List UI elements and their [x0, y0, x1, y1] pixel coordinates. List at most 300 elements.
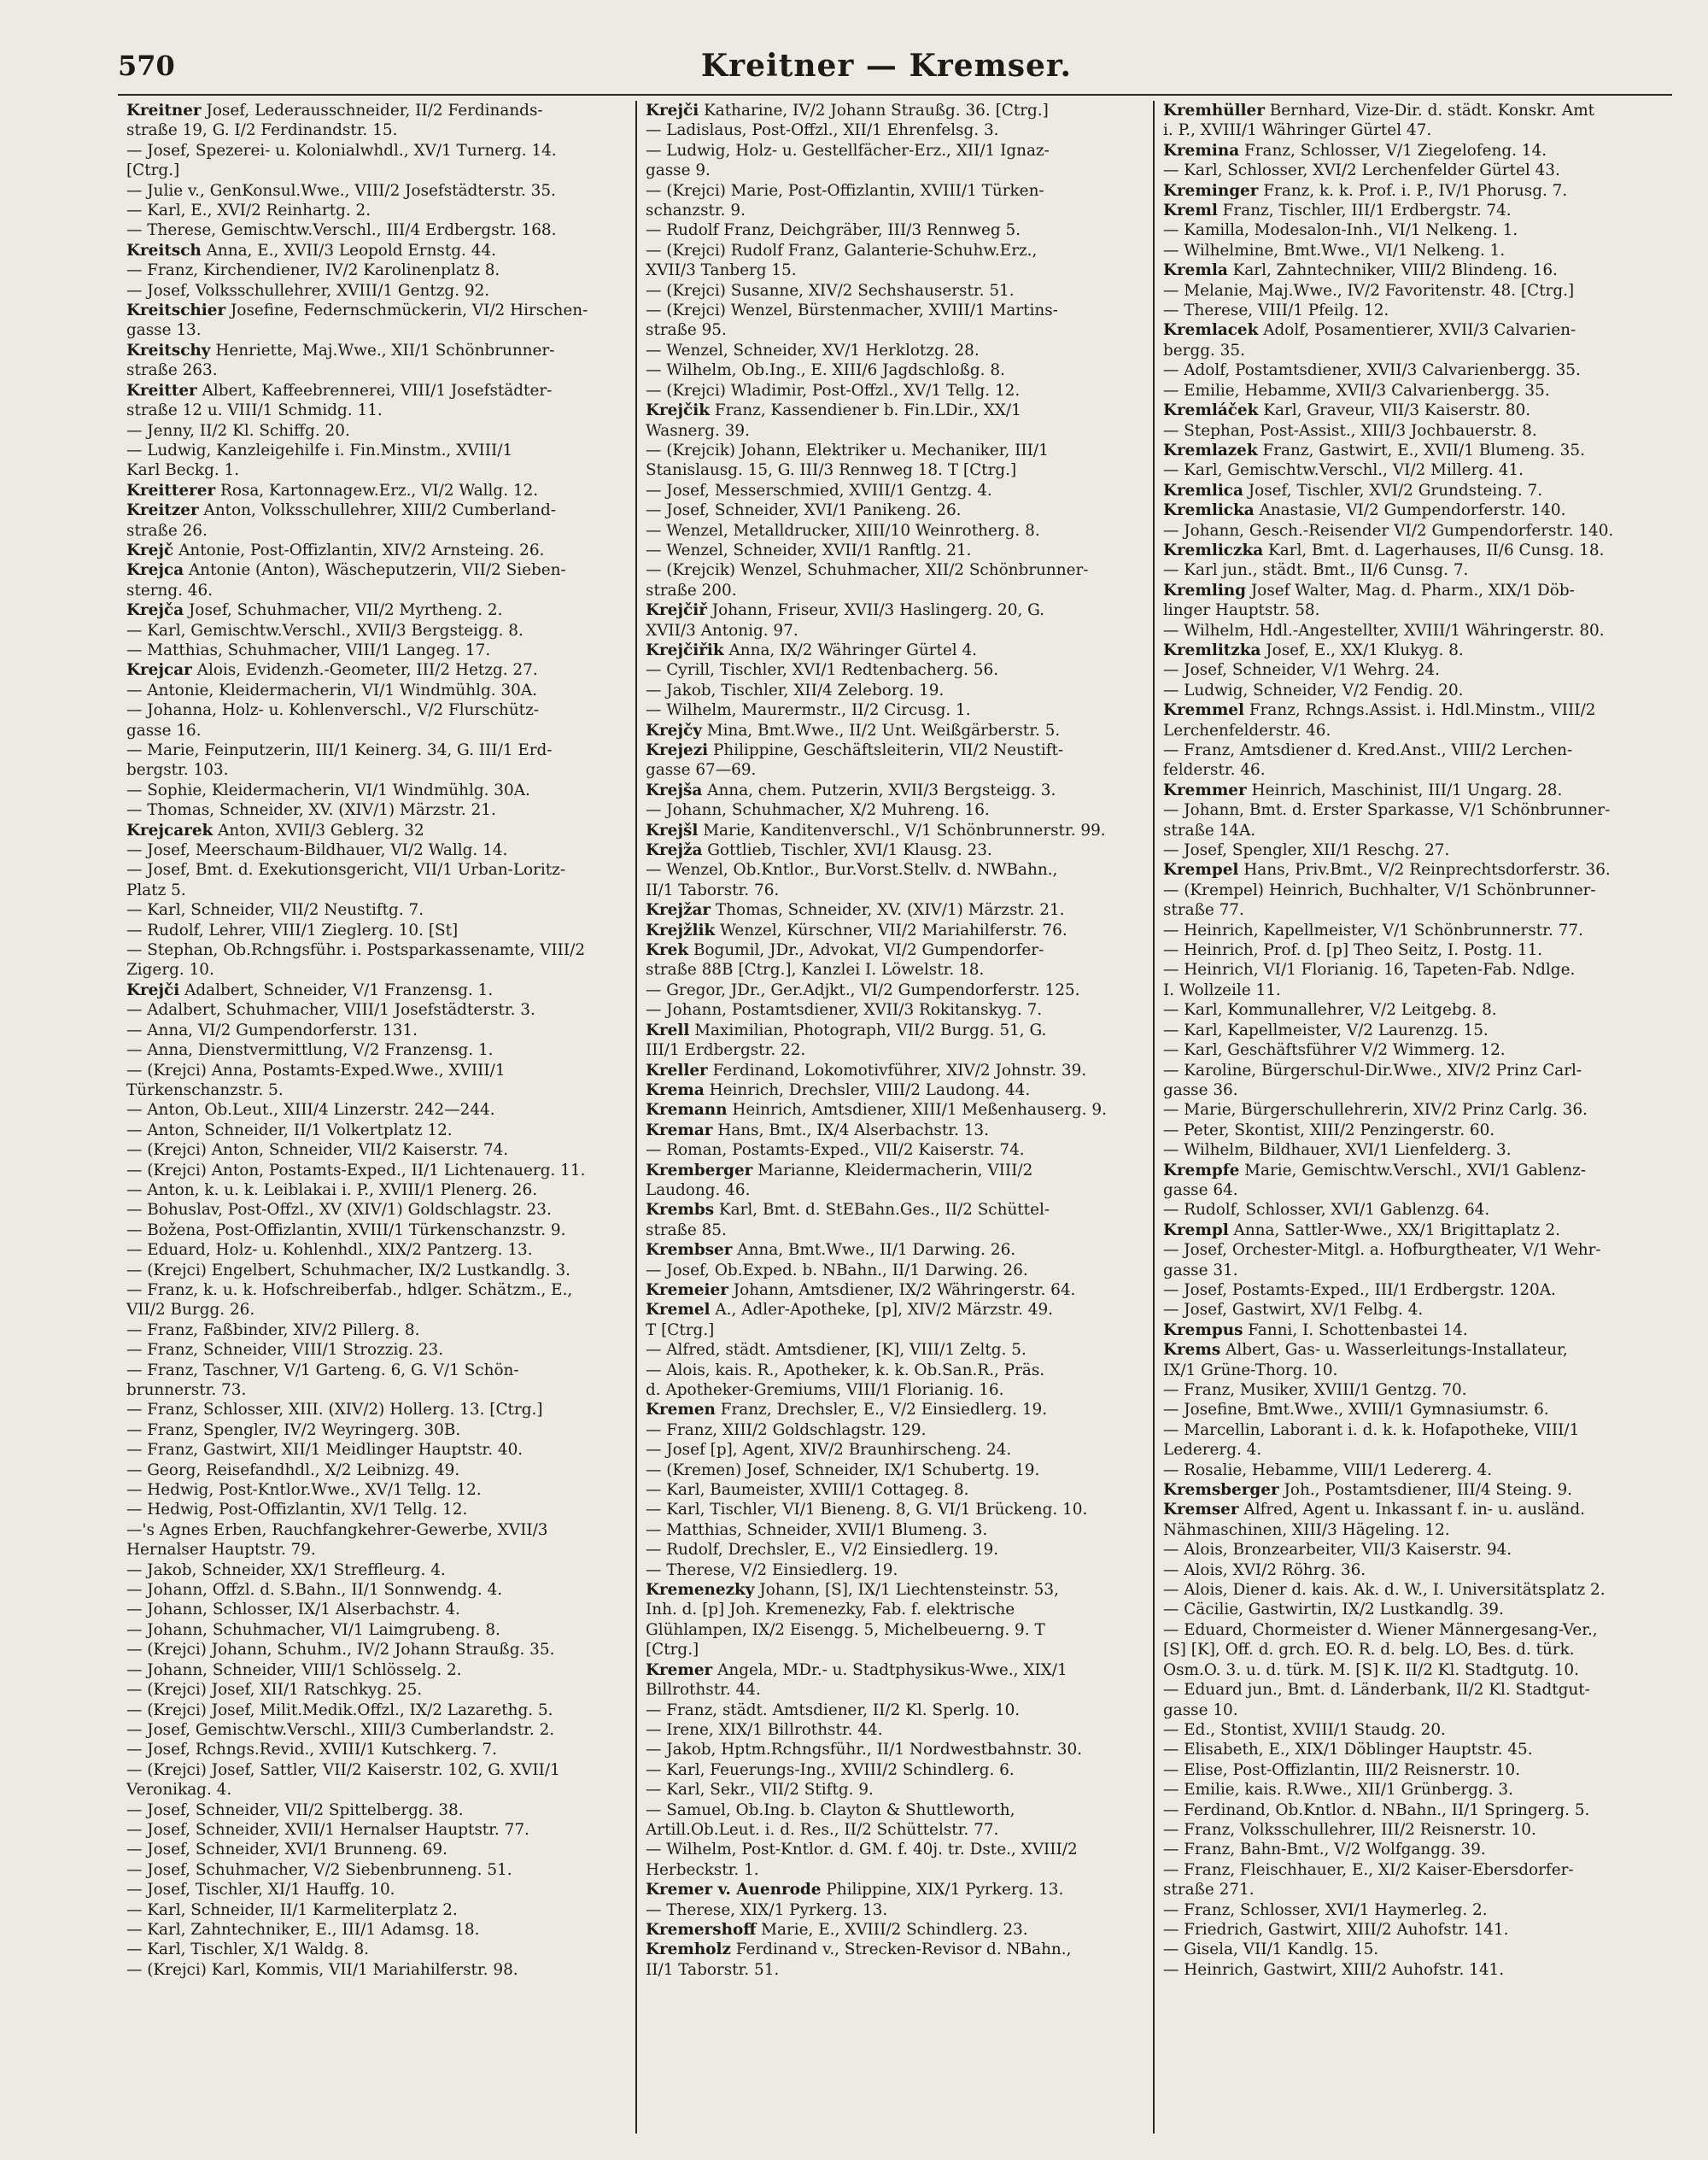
entry-text: — Alfred, städt. Amtsdiener, [K], VIII/1 Zeltg. 5.: [646, 1341, 1027, 1360]
entry-surname: Kremholz: [646, 1940, 731, 1959]
directory-entry: [646, 201, 1144, 220]
directory-entry: [646, 781, 1144, 800]
directory-entry: [646, 1960, 1144, 1980]
entry-text: Franz, Drechsler, E., V/2 Einsiedlerg. 19.: [715, 1401, 1048, 1420]
entry-text: — Alois, kais. R., Apotheker, k. k. Ob.San.R., Präs.: [646, 1361, 1045, 1379]
directory-entry: [126, 1540, 627, 1560]
directory-entry: [1163, 1161, 1662, 1180]
directory-entry: [126, 161, 627, 180]
entry-text: Marie, Gemischtw.Verschl., XVI/1 Gablenz-: [1239, 1161, 1587, 1180]
entry-text: Hans, Priv.Bmt., V/2 Reinprechtsdorferstr. 36.: [1238, 861, 1611, 880]
entry-text: Josefine, Federnschmückerin, VI/2 Hirschen-: [225, 301, 588, 320]
directory-entry: [126, 1560, 627, 1580]
directory-entry: [646, 1140, 1144, 1160]
directory-entry: [1163, 1940, 1662, 1959]
directory-entry: [1163, 241, 1662, 260]
directory-entry: [1163, 1380, 1662, 1400]
entry-text: Marie, Kanditenverschl., V/1 Schönbrunnerstr. 99.: [698, 821, 1106, 840]
directory-entry: [126, 120, 627, 140]
entry-text: Antonie (Anton), Wäscheputzerin, VII/2 Sieben-: [184, 561, 566, 580]
entry-text: Adalbert, Schneider, V/1 Franzensg. 1.: [179, 980, 494, 999]
entry-text: Philippine, Geschäftsleiterin, VII/2 Neustift-: [708, 741, 1064, 759]
entry-text: — Ludwig, Schneider, V/2 Fendig. 20.: [1163, 681, 1464, 700]
directory-entry: [126, 760, 627, 780]
entry-text: — Ferdinand, Ob.Kntlor. d. NBahn., II/1 Springerg. 5.: [1163, 1800, 1590, 1819]
directory-entry: [646, 681, 1144, 700]
entry-text: Glühlampen, IX/2 Eisengg. 5, Michelbeuerng. 9. T: [646, 1620, 1045, 1639]
entry-text: gasse 36.: [1163, 1080, 1238, 1099]
entry-text: Albert, Kaffeebrennerei, VIII/1 Josefstädter-: [196, 381, 553, 400]
entry-text: — Jakob, Schneider, XX/1 Streffleurg. 4.: [126, 1560, 446, 1579]
entry-text: Marie, E., XVIII/2 Schindlerg. 23.: [756, 1920, 1028, 1939]
entry-text: — Johann, Bmt. d. Erster Sparkasse, V/1 Schönbrunner-: [1163, 801, 1611, 820]
directory-entry: [126, 840, 627, 860]
directory-entry: [1163, 1860, 1662, 1880]
directory-entry: [126, 700, 627, 720]
directory-entry: [646, 181, 1144, 201]
directory-entry: [126, 681, 627, 700]
entry-text: Philippine, XIX/1 Pyrkerg. 13.: [821, 1881, 1064, 1900]
directory-entry: [126, 521, 627, 541]
directory-entry: [646, 900, 1144, 920]
entry-text: — Heinrich, Gastwirt, XIII/2 Auhofstr. 141.: [1163, 1960, 1505, 1979]
directory-entry: [646, 1300, 1144, 1320]
entry-text: — Heinrich, Kapellmeister, V/1 Schönbrunnerstr. 77.: [1163, 921, 1583, 940]
directory-entry: [126, 1960, 627, 1980]
entry-text: — Karl, Schneider, II/1 Karmeliterplatz 2.: [126, 1900, 458, 1919]
entry-text: — Therese, Gemischtw.Verschl., III/4 Erdbergstr. 168.: [126, 221, 557, 240]
entry-text: straße 263.: [126, 361, 218, 380]
entry-text: — Karl, Baumeister, XVIII/1 Cottageg. 8.: [646, 1481, 969, 1500]
directory-entry: [1163, 1420, 1662, 1440]
directory-entry: [1163, 1580, 1662, 1600]
directory-entry: [1163, 1040, 1662, 1060]
directory-entry: [646, 1760, 1144, 1780]
entry-text: — Emilie, Hebamme, XVII/3 Calvarienbergg. 35.: [1163, 381, 1550, 400]
entry-text: — Josef, Schuhmacher, V/2 Siebenbrunneng. 51.: [126, 1860, 512, 1879]
directory-entry: [1163, 781, 1662, 800]
entry-text: Josef, Schuhmacher, VII/2 Myrtheng. 2.: [184, 601, 503, 620]
directory-entry: [1163, 381, 1662, 401]
directory-entry: [126, 960, 627, 980]
directory-entry: [126, 560, 627, 580]
directory-entry: [646, 281, 1144, 301]
entry-text: Johann, Amtsdiener, IX/2 Währingerstr. 64.: [728, 1280, 1076, 1299]
entry-text: Joh., Postamtsdiener, III/4 Steing. 9.: [1278, 1481, 1572, 1500]
directory-entry: [1163, 1100, 1662, 1120]
entry-text: Karl, Zahntechniker, VIII/2 Blindeng. 16.: [1227, 261, 1558, 280]
entry-surname: Kremlica: [1163, 481, 1243, 500]
directory-entry: [1163, 900, 1662, 920]
directory-entry: [126, 481, 627, 500]
entry-text: — Franz, XIII/2 Goldschlagstr. 129.: [646, 1420, 927, 1439]
directory-entry: [1163, 1640, 1662, 1660]
directory-entry: [126, 441, 627, 460]
entry-text: — Marie, Feinputzerin, III/1 Keinerg. 34, G. III/1 Erd-: [126, 741, 553, 759]
directory-entry: [126, 360, 627, 380]
directory-entry: [1163, 1900, 1662, 1920]
directory-entry: [646, 641, 1144, 660]
directory-entry: [1163, 560, 1662, 580]
entry-surname: Kremer v. Auenrode: [646, 1881, 822, 1900]
directory-entry: [126, 1061, 627, 1080]
entry-text: Anton, XVII/3 Geblerg. 32: [213, 821, 424, 840]
directory-entry: [1163, 360, 1662, 380]
directory-entry: [1163, 1021, 1662, 1040]
directory-entry: [646, 220, 1144, 240]
directory-entry: [1163, 1061, 1662, 1080]
entry-text: Heinrich, Amtsdiener, XIII/1 Meßenhauserg. 9.: [727, 1101, 1107, 1120]
directory-entry: [646, 1740, 1144, 1759]
directory-entry: [646, 1420, 1144, 1440]
directory-entry: [126, 1361, 627, 1380]
entry-text: Franz, Kassendiener b. Fin.LDir., XX/1: [709, 401, 1021, 420]
directory-entry: [646, 460, 1144, 480]
directory-entry: [646, 1361, 1144, 1380]
entry-text: —'s Agnes Erben, Rauchfangkehrer-Gewerbe, XVII/3: [126, 1520, 548, 1539]
entry-text: Johann, [S], IX/1 Liechtensteinstr. 53,: [754, 1581, 1059, 1600]
page-header: [118, 44, 1655, 96]
directory-entry: [126, 1400, 627, 1420]
entry-text: Anastasie, VI/2 Gumpendorferstr. 140.: [1254, 501, 1566, 520]
directory-entry: [1163, 1780, 1662, 1800]
entry-surname: Kremar: [646, 1121, 713, 1139]
entry-text: — Franz, Musiker, XVIII/1 Gentzg. 70.: [1163, 1381, 1467, 1399]
entry-text: — Josef, Schneider, XVI/1 Panikeng. 26.: [646, 501, 962, 520]
entry-surname: Kremmel: [1163, 701, 1244, 720]
entry-text: — Wilhelm, Maurermstr., II/2 Circusg. 1.: [646, 701, 971, 720]
entry-text: — Peter, Skontist, XIII/2 Penzingerstr. 60.: [1163, 1121, 1495, 1139]
entry-text: straße 85.: [646, 1220, 727, 1239]
entry-text: — Franz, Schneider, VIII/1 Strozzig. 23.: [126, 1341, 444, 1360]
directory-entry: [126, 1220, 627, 1240]
directory-entry: [1163, 1540, 1662, 1560]
entry-text: gasse 10.: [1163, 1700, 1238, 1719]
directory-entry: [646, 940, 1144, 960]
directory-entry: [126, 1280, 627, 1300]
entry-text: — Eduard, Holz- u. Kohlenhdl., XIX/2 Pantzerg. 13.: [126, 1241, 533, 1260]
entry-text: Marianne, Kleidermacherin, VIII/2: [752, 1161, 1033, 1180]
directory-entry: [126, 1480, 627, 1500]
entry-text: — Anton, Ob.Leut., XIII/4 Linzerstr. 242—244.: [126, 1101, 495, 1120]
entry-text: — Stephan, Post-Assist., XIII/3 Jochbauerstr. 8.: [1163, 421, 1537, 440]
directory-entry: [646, 821, 1144, 840]
directory-entry: [126, 621, 627, 641]
directory-entry: [126, 1640, 627, 1660]
directory-entry: [646, 481, 1144, 500]
directory-entry: [646, 1440, 1144, 1460]
directory-entry: [1163, 740, 1662, 760]
entry-text: — Bohuslav, Post-Offzl., XV (XIV/1) Goldschlagstr. 23.: [126, 1201, 552, 1220]
directory-entry: [646, 1880, 1144, 1900]
directory-entry: [1163, 1800, 1662, 1820]
directory-entry: [1163, 1240, 1662, 1260]
entry-text: Karl, Bmt. d. StEBahn.Ges., II/2 Schüttel-: [714, 1201, 1050, 1220]
directory-entry: [1163, 1840, 1662, 1859]
directory-entry: [1163, 621, 1662, 641]
entry-text: Franz, Tischler, III/1 Erdbergstr. 74.: [1217, 202, 1512, 220]
entry-text: d. Apotheker-Gremiums, VIII/1 Florianig. 16.: [646, 1381, 1004, 1399]
directory-entry: [1163, 960, 1662, 980]
directory-entry: [1163, 1600, 1662, 1619]
directory-entry: [646, 921, 1144, 940]
entry-text: — Rosalie, Hebamme, VIII/1 Ledererg. 4.: [1163, 1460, 1493, 1479]
directory-entry: [646, 1280, 1144, 1300]
entry-text: Alois, Evidenzh.-Geometer, III/2 Hetzg. 27.: [191, 661, 538, 680]
directory-entry: [1163, 1740, 1662, 1759]
directory-entry: [126, 900, 627, 920]
entry-text: Nähmaschinen, XIII/3 Hägeling. 12.: [1163, 1520, 1450, 1539]
directory-entry: [646, 1000, 1144, 1020]
entry-surname: Krejčy: [646, 721, 702, 740]
entry-surname: Kremling: [1163, 581, 1247, 600]
entry-text: — (Krejci) Josef, Sattler, VII/2 Kaiserstr. 102, G. XVII/1: [126, 1760, 560, 1779]
entry-text: — Johann, Postamtsdiener, XVII/3 Rokitanskyg. 7.: [646, 1001, 1043, 1020]
directory-entry: [1163, 1261, 1662, 1280]
directory-entry: [1163, 401, 1662, 420]
entry-surname: Krempfe: [1163, 1161, 1240, 1180]
directory-entry: [126, 181, 627, 201]
directory-entry: [126, 1660, 627, 1680]
entry-text: — Karl jun., städt. Bmt., II/6 Cunsg. 7.: [1163, 561, 1469, 580]
entry-text: — Thomas, Schneider, XV. (XIV/1) Märzstr. 21.: [126, 801, 496, 820]
entry-text: — Josef, Orchester-Mitgl. a. Hofburgtheater, V/1 Wehr-: [1163, 1241, 1601, 1260]
directory-entry: [646, 600, 1144, 620]
entry-text: — Elisabeth, E., XIX/1 Döblinger Hauptstr. 45.: [1163, 1741, 1533, 1759]
directory-entry: [126, 341, 627, 360]
directory-entry: [126, 1040, 627, 1060]
entry-surname: Krejža: [646, 841, 703, 860]
directory-entry: [646, 1400, 1144, 1420]
directory-entry: [126, 1600, 627, 1619]
entry-text: gasse 64.: [1163, 1180, 1238, 1199]
entry-text: XVII/3 Tanberg 15.: [646, 261, 797, 280]
directory-entry: [126, 1380, 627, 1400]
entry-text: — Franz, Kirchendiener, IV/2 Karolinenplatz 8.: [126, 261, 500, 280]
entry-text: Josef Walter, Mag. d. Pharm., XIX/1 Döb-: [1246, 581, 1575, 600]
entry-text: — Johann, Offzl. d. S.Bahn., II/1 Sonnwendg. 4.: [126, 1581, 503, 1600]
entry-text: Türkenschanzstr. 5.: [126, 1080, 284, 1099]
entry-text: — (Krejci) Anna, Postamts-Exped.Wwe., XVIII/1: [126, 1061, 506, 1080]
directory-entry: [1163, 681, 1662, 700]
directory-entry: [1163, 441, 1662, 460]
entry-text: Maximilian, Photograph, VII/2 Burgg. 51, G.: [689, 1021, 1047, 1039]
entry-text: gasse 31.: [1163, 1261, 1238, 1279]
entry-text: II/1 Taborstr. 51.: [646, 1960, 780, 1979]
entry-surname: Kremser: [1163, 1501, 1239, 1519]
directory-entry: [126, 241, 627, 260]
entry-surname: Kreitner: [126, 102, 202, 120]
entry-text: IX/1 Grüne-Thorg. 10.: [1163, 1361, 1338, 1379]
directory-entry: [1163, 481, 1662, 500]
entry-text: Ledererg. 4.: [1163, 1441, 1262, 1460]
directory-entry: [1163, 120, 1662, 140]
entry-text: — Ludwig, Holz- u. Gestellfächer-Erz., XII/1 Ignaz-: [646, 141, 1050, 160]
directory-entry: [1163, 660, 1662, 680]
directory-entry: [1163, 600, 1662, 620]
entry-text: — Eduard, Chormeister d. Wiener Männergesang-Ver.,: [1163, 1620, 1598, 1639]
directory-entry: [646, 1121, 1144, 1140]
directory-entry: [646, 980, 1144, 1000]
directory-entry: [646, 161, 1144, 180]
entry-text: — Josef, Schneider, XVII/1 Hernalser Hauptstr. 77.: [126, 1820, 529, 1839]
directory-entry: [1163, 1220, 1662, 1240]
directory-entry: [1163, 141, 1662, 161]
entry-text: — Stephan, Ob.Rchngsführ. i. Postsparkassenamte, VIII/2: [126, 941, 586, 960]
entry-surname: Kremsberger: [1163, 1481, 1279, 1500]
directory-entry: [646, 1840, 1144, 1859]
directory-entry: [1163, 1361, 1662, 1380]
directory-entry: [646, 301, 1144, 320]
directory-entry: [646, 1860, 1144, 1880]
entry-text: — Matthias, Schneider, XVII/1 Blumeng. 3.: [646, 1520, 988, 1539]
entry-surname: Kremmer: [1163, 781, 1247, 799]
entry-text: linger Hauptstr. 58.: [1163, 601, 1320, 620]
entry-text: — Josef, Spengler, XII/1 Reschg. 27.: [1163, 841, 1450, 860]
entry-surname: Kreitsch: [126, 241, 202, 260]
directory-entry: [646, 441, 1144, 460]
entry-text: II/1 Taborstr. 76.: [646, 881, 780, 899]
entry-text: i. P., XVIII/1 Währinger Gürtel 47.: [1163, 121, 1432, 140]
entry-text: — Johanna, Holz- u. Kohlenverschl., V/2 Flurschütz-: [126, 701, 539, 720]
entry-text: Wenzel, Kürschner, VII/2 Mariahilferstr. 76.: [715, 921, 1068, 940]
entry-text: Ferdinand, Lokomotivführer, XIV/2 Johnstr. 39.: [707, 1061, 1087, 1080]
directory-entry: [1163, 840, 1662, 860]
directory-entry: [1163, 1280, 1662, 1300]
directory-entry: [646, 360, 1144, 380]
entry-text: — Rudolf Franz, Deichgräber, III/3 Rennweg 5.: [646, 221, 1021, 240]
directory-entry: [126, 641, 627, 660]
directory-entry: [1163, 760, 1662, 780]
entry-text: Stanislausg. 15, G. III/3 Rennweg 18. T [Ctrg.]: [646, 461, 1017, 480]
entry-surname: Krejšl: [646, 821, 699, 840]
entry-text: straße 200.: [646, 581, 737, 600]
entry-text: Hans, Bmt., IX/4 Alserbachstr. 13.: [712, 1121, 989, 1139]
entry-text: — Josef, Postamts-Exped., III/1 Erdbergstr. 120A.: [1163, 1280, 1556, 1299]
directory-entry: [126, 421, 627, 441]
entry-surname: Krembs: [646, 1201, 715, 1220]
directory-entry: [646, 800, 1144, 820]
entry-surname: Kremliczka: [1163, 541, 1264, 559]
entry-text: — Ludwig, Kanzleigehilfe i. Fin.Minstm., XVIII/1: [126, 441, 513, 460]
entry-text: — (Krejci) Anton, Schneider, VII/2 Kaiserstr. 74.: [126, 1141, 509, 1160]
directory-entry: [646, 881, 1144, 900]
directory-entry: [1163, 1500, 1662, 1519]
directory-entry: [126, 1580, 627, 1600]
entry-text: — Josef [p], Agent, XIV/2 Braunhirscheng. 24.: [646, 1441, 1012, 1460]
entry-text: Anna, Bmt.Wwe., II/1 Darwing. 26.: [732, 1241, 1016, 1260]
entry-text: — Franz, Amtsdiener d. Kred.Anst., VIII/2 Lerchen-: [1163, 741, 1573, 759]
entry-text: — Josef, Tischler, XI/1 Hauffg. 10.: [126, 1881, 395, 1900]
entry-text: Bernhard, Vize-Dir. d. städt. Konskr. Amt: [1264, 102, 1595, 120]
directory-entry: [1163, 800, 1662, 820]
entry-text: — Karl, Geschäftsführer V/2 Wimmerg. 12.: [1163, 1041, 1506, 1060]
entry-text: Anna, E., XVII/3 Leopold Ernstg. 44.: [201, 241, 496, 260]
directory-entry: [126, 721, 627, 740]
directory-entry: [1163, 1660, 1662, 1680]
entry-surname: Kreitschier: [126, 301, 226, 320]
entry-text: — Josef, Rchngs.Revid., XVIII/1 Kutschkerg. 7.: [126, 1741, 497, 1759]
directory-entry: [1163, 1460, 1662, 1480]
entry-text: Adolf, Posamentierer, XVII/3 Calvarien-: [1258, 321, 1576, 340]
entry-text: Rosa, Kartonnagew.Erz., VI/2 Wallg. 12.: [215, 481, 539, 500]
directory-entry: [646, 840, 1144, 860]
entry-surname: Krejezi: [646, 741, 709, 759]
directory-entry: [1163, 881, 1662, 900]
entry-text: Inh. d. [p] Joh. Kremenezky, Fab. f. elektrische: [646, 1601, 1015, 1619]
directory-entry: [1163, 161, 1662, 180]
directory-entry: [1163, 921, 1662, 940]
entry-text: — Kamilla, Modesalon-Inh., VI/1 Nelkeng. 1.: [1163, 221, 1518, 240]
entry-text: — Karl, Gemischtw.Verschl., VI/2 Millerg. 41.: [1163, 461, 1524, 480]
entry-text: — Franz, Faßbinder, XIV/2 Pillerg. 8.: [126, 1320, 420, 1339]
directory-entry: [126, 1520, 627, 1540]
directory-entry: [1163, 500, 1662, 520]
entry-text: — Karl, Sekr., VII/2 Stiftg. 9.: [646, 1781, 874, 1800]
entry-text: — Franz, Taschner, V/1 Garteng. 6, G. V/1 Schön-: [126, 1361, 519, 1379]
directory-entry: [646, 1460, 1144, 1480]
entry-surname: Kremlacek: [1163, 321, 1259, 340]
directory-entry: [646, 421, 1144, 441]
directory-entry: [1163, 421, 1662, 441]
directory-entry: [126, 740, 627, 760]
directory-entry: [1163, 1620, 1662, 1640]
entry-text: — (Krempel) Heinrich, Buchhalter, V/1 Schönbrunner-: [1163, 881, 1596, 899]
directory-entry: [646, 1700, 1144, 1720]
directory-entry: [126, 1760, 627, 1780]
entry-surname: Kreitterer: [126, 481, 216, 500]
entry-text: — Anton, Schneider, II/1 Volkertplatz 12.: [126, 1121, 453, 1139]
directory-entry: [1163, 860, 1662, 880]
entry-text: — Heinrich, Prof. d. [p] Theo Seitz, I. Postg. 11.: [1163, 941, 1543, 960]
entry-text: Karl, Bmt. d. Lagerhauses, II/6 Cunsg. 18.: [1263, 541, 1605, 559]
directory-entry: [646, 1820, 1144, 1840]
directory-entry: [126, 500, 627, 520]
entry-text: — Josef, Schneider, VII/2 Spittelbergg. 38.: [126, 1800, 464, 1819]
directory-entry: [126, 940, 627, 960]
entry-text: — Josef, Ob.Exped. b. NBahn., II/1 Darwing. 26.: [646, 1261, 1028, 1279]
entry-surname: Krell: [646, 1021, 690, 1039]
directory-entry: [646, 560, 1144, 580]
directory-entry: [646, 1940, 1144, 1959]
entry-text: Thomas, Schneider, XV. (XIV/1) Märzstr. 21.: [711, 901, 1065, 920]
entry-text: — Ladislaus, Post-Offzl., XII/1 Ehrenfelsg. 3.: [646, 121, 999, 140]
entry-text: straße 88B [Ctrg.], Kanzlei I. Löwelstr. 18.: [646, 961, 985, 980]
directory-entry: [126, 1340, 627, 1360]
entry-surname: Kreller: [646, 1061, 708, 1080]
directory-entry: [1163, 1880, 1662, 1900]
directory-entry: [126, 821, 627, 840]
columns: [118, 101, 1672, 2134]
entry-text: — Josef, Messerschmied, XVIII/1 Gentzg. 4.: [646, 481, 992, 500]
directory-entry: [646, 660, 1144, 680]
directory-entry: [126, 320, 627, 340]
entry-text: — Wilhelm, Hdl.-Angestellter, XVIII/1 Währingerstr. 80.: [1163, 621, 1605, 640]
directory-entry: [646, 1080, 1144, 1100]
directory-entry: [646, 721, 1144, 740]
directory-entry: [646, 141, 1144, 161]
entry-text: Anna, chem. Putzerin, XVII/3 Bergsteigg. 3.: [702, 781, 1056, 799]
entry-text: — Franz, Gastwirt, XII/1 Meidlinger Hauptstr. 40.: [126, 1441, 524, 1460]
directory-entry: [126, 1700, 627, 1720]
entry-surname: Krejžlik: [646, 921, 716, 940]
directory-entry: [126, 1000, 627, 1020]
entry-text: Karl Beckg. 1.: [126, 461, 240, 480]
directory-entry: [646, 1580, 1144, 1600]
entry-text: bergstr. 103.: [126, 761, 229, 780]
entry-text: — (Krejci) Josef, XII/1 Ratschkyg. 25.: [126, 1681, 423, 1700]
directory-entry: [646, 760, 1144, 780]
